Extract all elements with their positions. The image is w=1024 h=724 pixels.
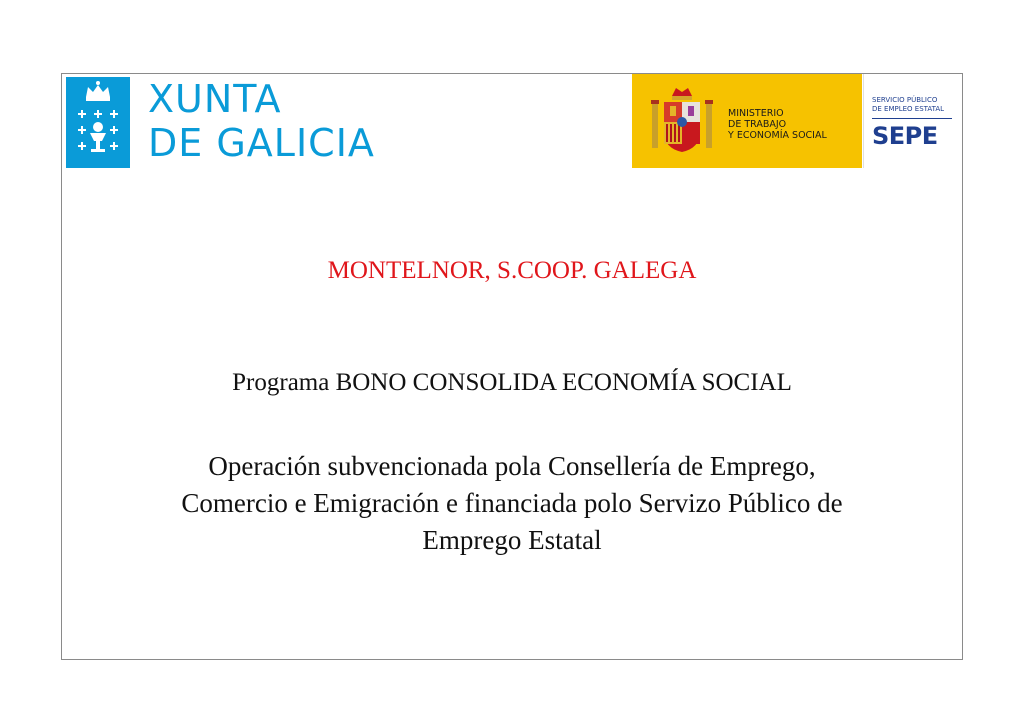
operation-line2: Comercio e Emigración e financiada polo Servizo Público de (181, 488, 843, 518)
galicia-shield-icon (66, 77, 130, 168)
company-name: MONTELNOR, S.COOP. GALEGA (327, 257, 697, 284)
sepe-wordmark: SEPE (872, 122, 938, 150)
ministry-name (728, 108, 827, 141)
xunta-de-galicia-logo (66, 77, 406, 169)
coat-of-arms-icon (650, 86, 714, 158)
sepe-line1: SERVICIO PÚBLICO (872, 96, 938, 104)
operation-line1: Operación subvencionada pola Consellería de Emprego, (208, 451, 816, 481)
ministry-line2: DE TRABAJO (728, 119, 787, 130)
sepe-line2: DE EMPLEO ESTATAL (872, 105, 945, 113)
ministry-line3: Y ECONOMÍA SOCIAL (728, 130, 827, 141)
ministry-logo (632, 74, 862, 168)
ministry-line1: MINISTERIO (728, 108, 784, 119)
operation-description (90, 448, 934, 559)
operation-line3: Emprego Estatal (422, 525, 602, 555)
sepe-divider (872, 118, 952, 119)
sepe-subtitle (872, 96, 944, 114)
xunta-line2: DE GALICIA (148, 121, 375, 165)
xunta-line1: XUNTA (148, 77, 282, 121)
programme-title: Programa BONO CONSOLIDA ECONOMÍA SOCIAL (232, 369, 792, 396)
xunta-wordmark (148, 77, 375, 165)
sepe-logo (863, 74, 959, 168)
